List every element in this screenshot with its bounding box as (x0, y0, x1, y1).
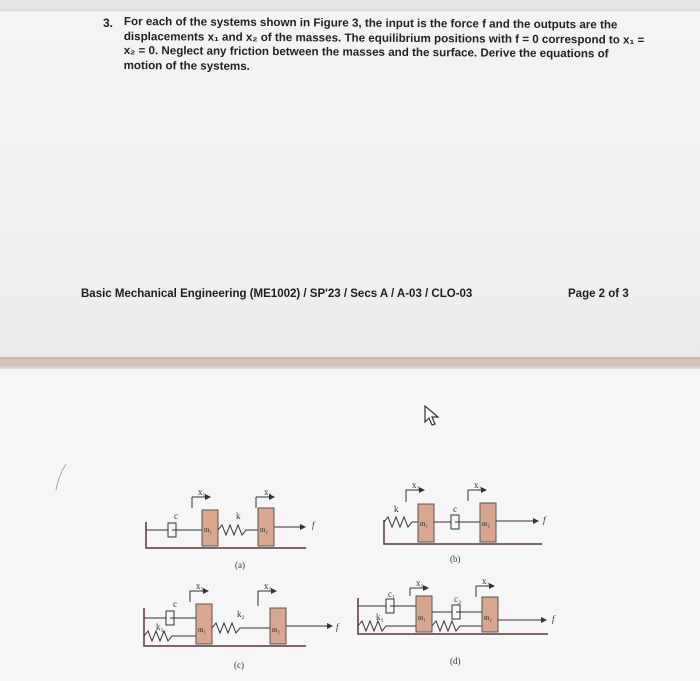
spring-d (432, 621, 482, 631)
force-label-d: f (552, 614, 555, 624)
m1-label-a: m₁ (204, 526, 212, 534)
k1-label-d: k₁ (376, 612, 384, 622)
figure-panel-b (384, 490, 542, 544)
k2-label-c: k₂ (237, 609, 245, 619)
m2-label-b: m₂ (482, 520, 490, 528)
x1-label-c: x₁ (196, 581, 204, 591)
force-label-a: f (312, 520, 315, 530)
force-label-b: f (543, 515, 546, 525)
x1-label-a: x₁ (198, 487, 206, 497)
x2-label-b: x₂ (474, 480, 482, 490)
k1-label-c: k₁ (156, 622, 164, 632)
x2-label-d: x₂ (482, 576, 490, 586)
footer-course: Basic Mechanical Engineering (ME1002) / SP'23 / Secs A / A-03 / CLO-03 (81, 288, 473, 300)
caption-c: (c) (234, 660, 244, 670)
question-line: motion of the systems. (123, 58, 250, 73)
figure-panel-a (146, 497, 306, 548)
c1-label-d: c₁ (388, 589, 396, 599)
question-line: x₂ = 0. Neglect any friction between the masses and the surface. Derive the equations of (123, 43, 609, 61)
mouse-pointer-icon (424, 405, 440, 427)
force-label-c: f (336, 622, 339, 632)
x1-label-b: x₁ (412, 480, 420, 490)
caption-d: (d) (450, 656, 461, 666)
spring-label-b: k (394, 504, 399, 514)
spring-k-b (384, 517, 418, 527)
c2-label-d: c₂ (454, 594, 462, 604)
m2-label-c: m₂ (272, 626, 280, 634)
pen-mark (52, 462, 72, 492)
spring-label-a: k (236, 511, 241, 521)
damper-label-c: c (173, 599, 177, 609)
spring-k1-c (144, 631, 196, 641)
figure-panel-d (358, 586, 548, 634)
caption-a: (a) (235, 560, 245, 570)
question-number: 3. (103, 16, 114, 30)
m1-label-b: m₁ (420, 520, 428, 528)
question-line: displacements x₁ and x₂ of the masses. The equilibrium positions with f = 0 correspond to x₁ = (123, 29, 645, 47)
question-line: For each of the systems shown in Figure 3, the input is the force f and the outputs are the (123, 15, 618, 32)
spring-k-a (218, 525, 258, 535)
m2-label-d: m₂ (484, 614, 492, 622)
caption-b: (b) (450, 554, 461, 564)
damper-label-b: c (453, 504, 457, 514)
x1-label-d: x₁ (416, 578, 424, 588)
m1-label-c: m₁ (198, 626, 206, 634)
damper-label-a: c (174, 511, 178, 521)
spring-k1-d (358, 621, 416, 631)
mass-m1-c (196, 604, 212, 644)
x2-label-a: x₂ (264, 487, 272, 497)
m1-label-d: m₁ (418, 614, 426, 622)
m2-label-a: m₂ (260, 526, 268, 534)
footer-page-number: Page 2 of 3 (568, 288, 629, 300)
x2-label-c: x₂ (264, 581, 272, 591)
spring-k2-c (212, 623, 270, 633)
